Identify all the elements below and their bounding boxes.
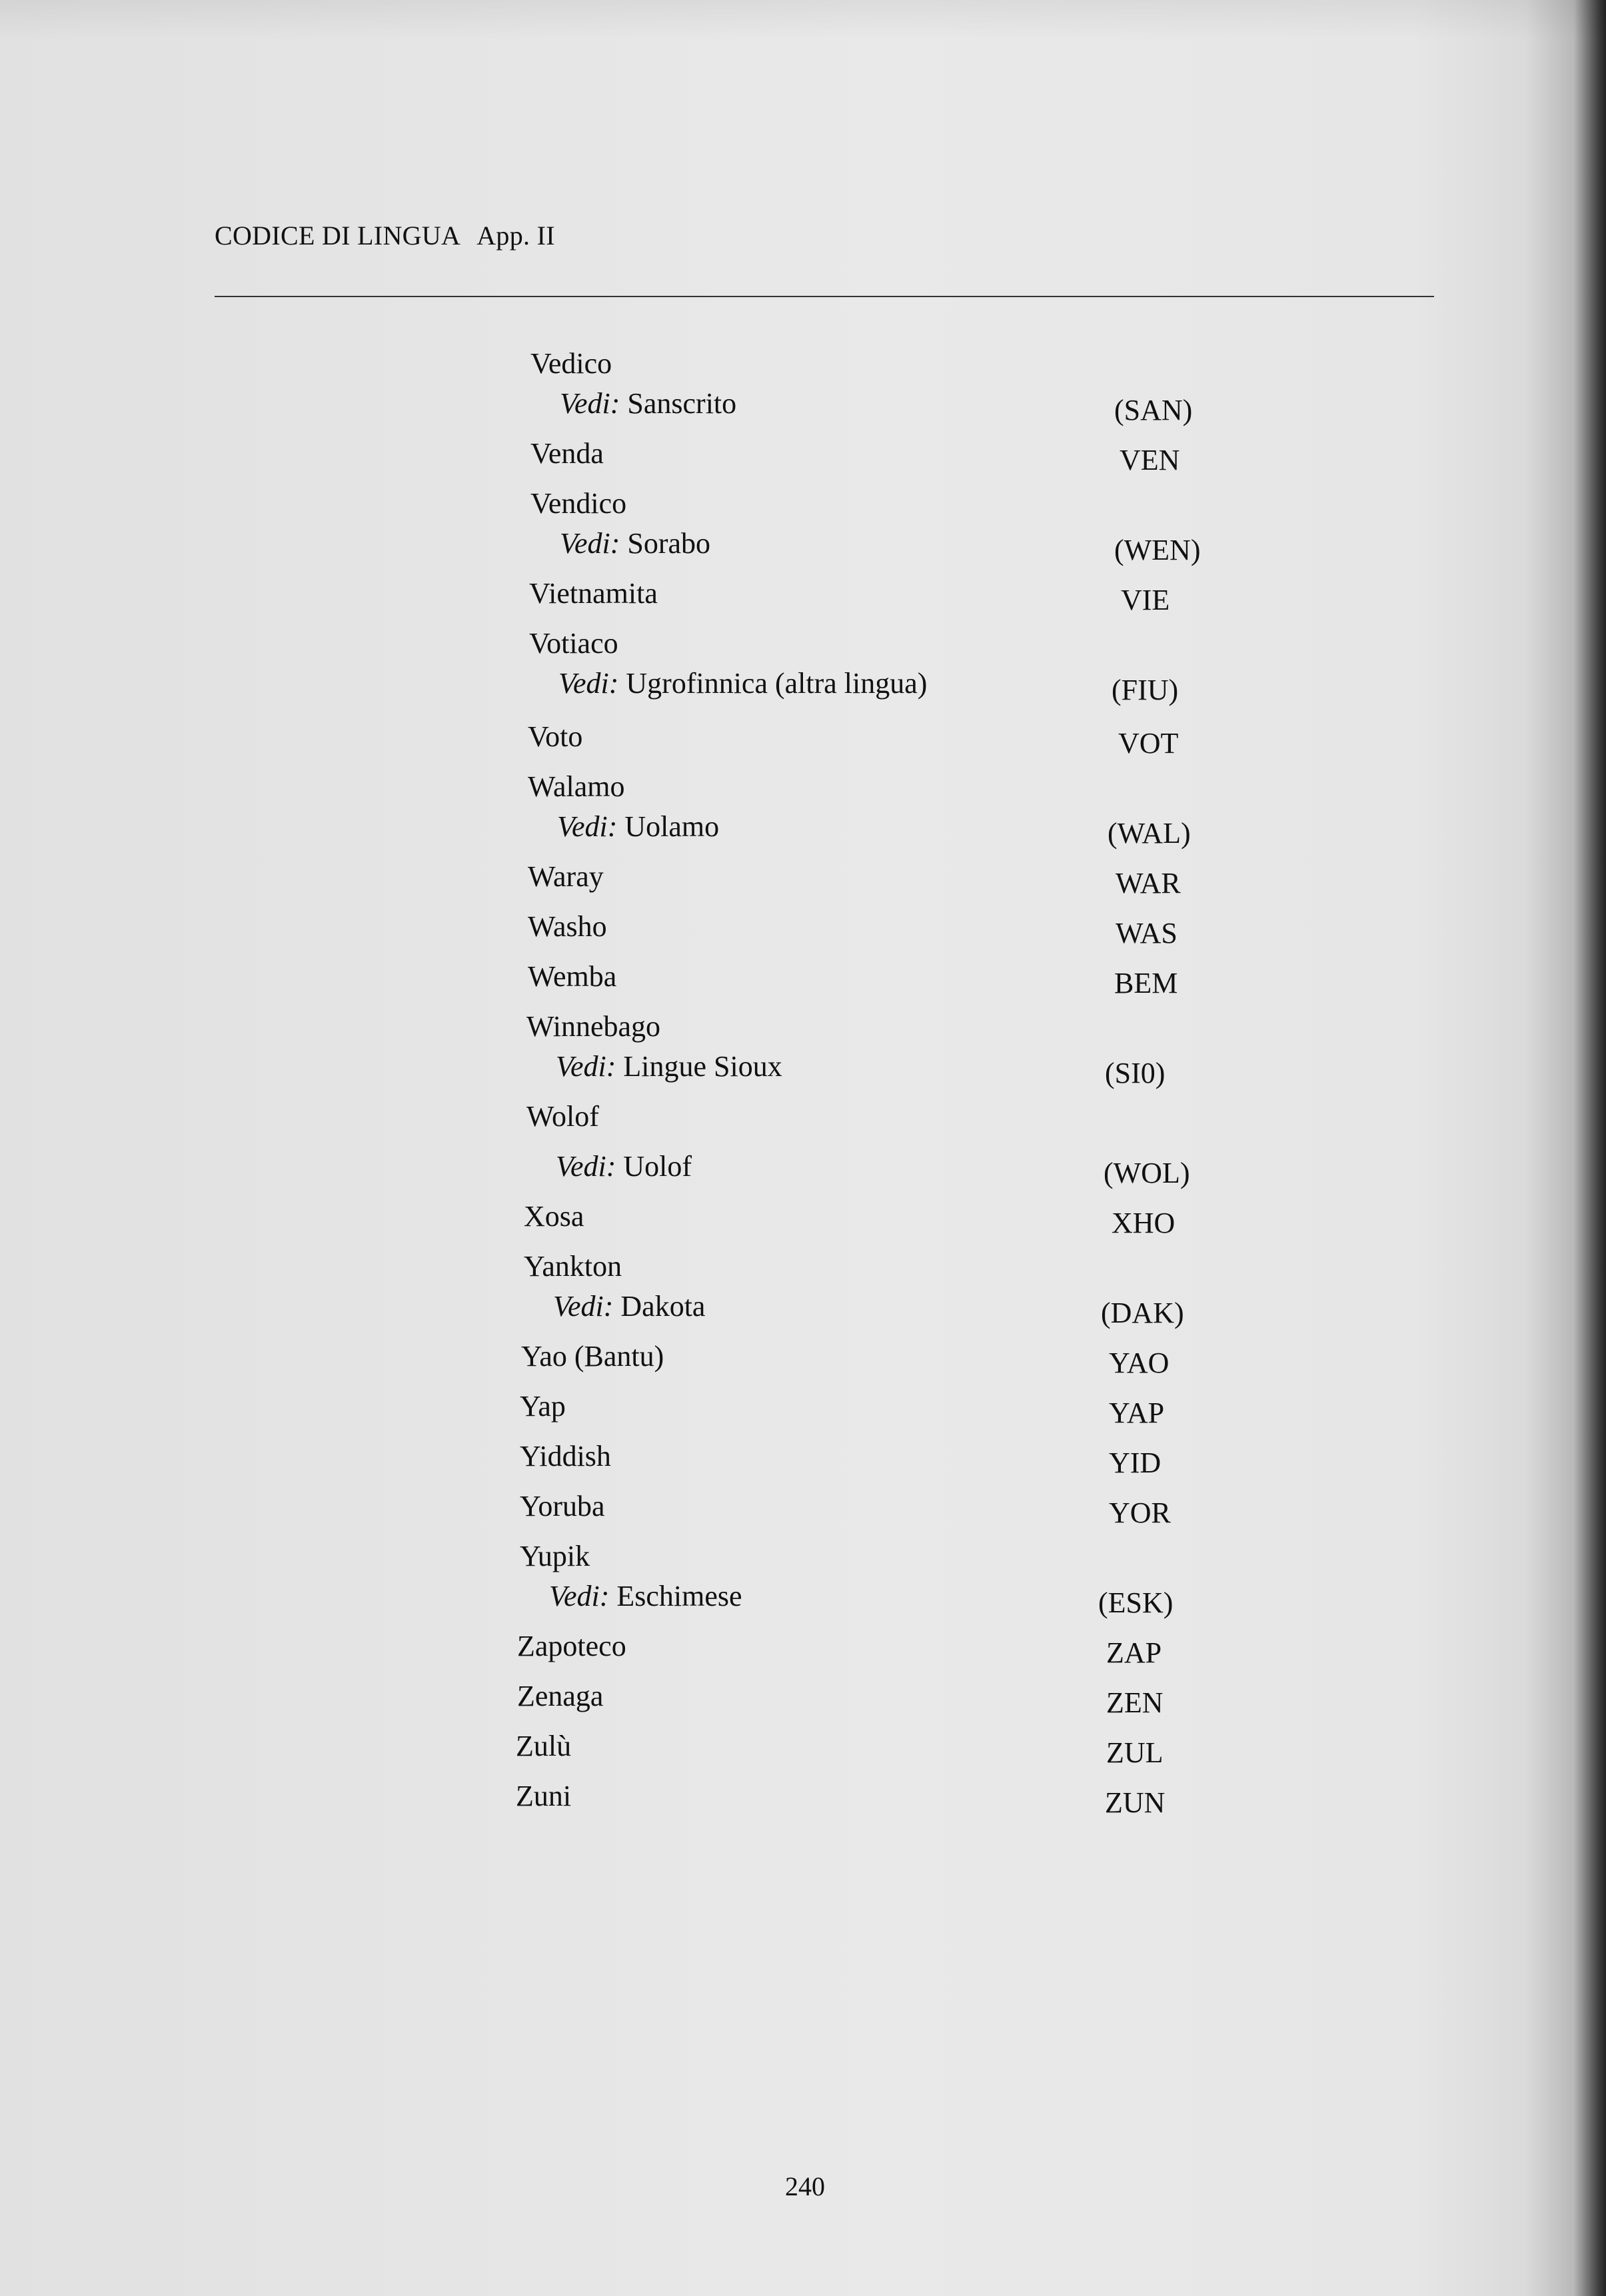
list-item: [0, 486, 1606, 526]
language-name: Yap: [520, 1390, 566, 1423]
list-item: [0, 1439, 1606, 1479]
running-header: [215, 220, 555, 251]
vedi-label: Vedi:: [560, 387, 620, 420]
page-number: 240: [785, 2171, 825, 2201]
language-code: (SI0): [1105, 1057, 1166, 1089]
language-name: Washo: [528, 910, 607, 943]
language-name: Zulù: [516, 1730, 572, 1762]
language-name: Venda: [530, 437, 604, 470]
vedi-label: Vedi:: [558, 667, 619, 700]
language-name: Zuni: [516, 1780, 572, 1812]
vedi-label: Vedi:: [553, 1290, 614, 1323]
language-code: (WOL): [1104, 1157, 1190, 1189]
vedi-label: Vedi:: [557, 810, 618, 843]
language-name: Zapoteco: [517, 1630, 626, 1662]
vedi-label: Vedi:: [556, 1150, 616, 1183]
list-item-reference: [0, 666, 1606, 706]
language-code: (DAK): [1101, 1297, 1184, 1329]
list-item: [0, 1779, 1606, 1819]
list-item: [0, 860, 1606, 899]
language-code: ZAP: [1106, 1636, 1162, 1669]
running-header-section: App. II: [476, 221, 555, 251]
list-item-reference: [0, 1149, 1606, 1189]
list-item: [0, 1729, 1606, 1769]
language-code: (WAL): [1108, 817, 1191, 850]
language-name: Wemba: [528, 960, 617, 993]
language-name: Dakota: [620, 1290, 706, 1323]
language-name: Waray: [528, 860, 604, 893]
language-code: YID: [1109, 1446, 1162, 1479]
list-item-reference: [0, 1289, 1606, 1329]
language-code: ZUN: [1105, 1786, 1166, 1819]
language-name: Xosa: [524, 1200, 584, 1233]
list-item: [0, 720, 1606, 760]
list-item-reference: [0, 1579, 1606, 1619]
language-code: ZUL: [1106, 1736, 1164, 1769]
language-code: YAP: [1109, 1397, 1165, 1429]
list-item: [0, 1679, 1606, 1719]
list-item-reference: [0, 1049, 1606, 1089]
language-name: Eschimese: [616, 1580, 742, 1612]
list-item-reference: [0, 810, 1606, 850]
list-item: [0, 1009, 1606, 1049]
language-name: Yiddish: [520, 1440, 611, 1472]
language-code: VIE: [1121, 584, 1170, 616]
language-name: Walamo: [528, 770, 625, 803]
language-name: Voto: [528, 720, 583, 753]
language-name: Ugrofinnica (altra lingua): [626, 667, 928, 700]
header-rule: [215, 296, 1434, 297]
language-code: WAR: [1116, 867, 1181, 899]
language-name: Zenaga: [517, 1680, 604, 1712]
list-item: [0, 1099, 1606, 1139]
language-name: Yankton: [524, 1250, 622, 1283]
language-code: (FIU): [1112, 674, 1179, 706]
language-name: Wolof: [526, 1100, 599, 1133]
language-name: Yupik: [520, 1540, 590, 1572]
language-name: Votiaco: [529, 627, 618, 660]
vedi-label: Vedi:: [549, 1580, 610, 1612]
language-name: Sorabo: [627, 527, 711, 560]
list-item: [0, 1539, 1606, 1579]
list-item: [0, 1489, 1606, 1529]
language-name: Vedico: [530, 347, 612, 380]
language-name: Vietnamita: [529, 577, 658, 610]
list-item: [0, 1199, 1606, 1239]
language-code: VOT: [1118, 727, 1179, 760]
list-item: [0, 346, 1606, 386]
language-code: ZEN: [1106, 1686, 1164, 1719]
language-code: (WEN): [1114, 534, 1201, 566]
language-code: YOR: [1109, 1496, 1171, 1529]
language-name: Lingue Sioux: [623, 1050, 782, 1083]
language-code: WAS: [1116, 917, 1178, 949]
language-code: YAO: [1109, 1347, 1170, 1379]
list-item: [0, 626, 1606, 666]
language-name: Uolamo: [624, 810, 720, 843]
language-name: Winnebago: [526, 1010, 661, 1043]
language-code: VEN: [1120, 444, 1180, 476]
language-code: BEM: [1114, 967, 1178, 999]
list-item: [0, 1339, 1606, 1379]
language-name: Yao (Bantu): [521, 1340, 664, 1373]
vedi-label: Vedi:: [556, 1050, 616, 1083]
language-name: Vendico: [530, 487, 627, 520]
list-item: [0, 576, 1606, 616]
language-code: (ESK): [1098, 1586, 1174, 1619]
list-item-reference: [0, 386, 1606, 426]
vedi-label: Vedi:: [560, 527, 620, 560]
list-item: [0, 436, 1606, 476]
language-code: XHO: [1112, 1207, 1176, 1239]
running-header-title: CODICE DI LINGUA: [215, 221, 461, 251]
list-item-reference: [0, 526, 1606, 566]
list-item: [0, 959, 1606, 999]
list-item: [0, 1629, 1606, 1669]
list-item: [0, 909, 1606, 949]
list-item: [0, 1249, 1606, 1289]
language-code: (SAN): [1114, 394, 1193, 426]
language-name: Yoruba: [520, 1490, 605, 1522]
language-name: Uolof: [623, 1150, 692, 1183]
list-item: [0, 770, 1606, 810]
list-item: [0, 1389, 1606, 1429]
language-name: Sanscrito: [627, 387, 737, 420]
